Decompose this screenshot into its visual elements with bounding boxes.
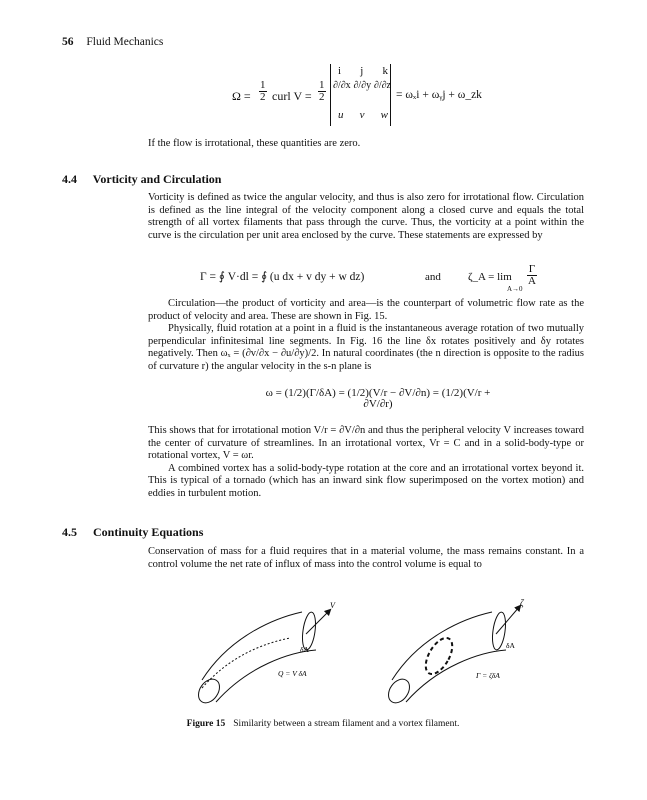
eq-half-fraction-2 (318, 80, 326, 103)
section-4-4-para-2-3 (148, 298, 584, 374)
para-circulation-product: Circulation—the product of vorticity and area—is the counterpart of volumetric flow rate as the product of velocity and area. These are shown in Fig. 15. (148, 298, 584, 322)
section-4-5-title: Continuity Equations (93, 525, 204, 539)
eq-half-den-2: 2 (319, 91, 325, 103)
equation-omega-curl (232, 64, 532, 126)
vortex-filament-near-end (384, 675, 414, 707)
eq-half-num: 1 (260, 79, 266, 91)
eq-gamma-over-a (527, 264, 537, 287)
determinant-row-1 (338, 66, 388, 77)
equation-angular-velocity (258, 388, 498, 414)
eq-half-num-2: 1 (319, 79, 325, 91)
eq-angular-velocity-text: ω = (1/2)(Γ/δA) = (1/2)(V/r − ∂V/∂n) = (1/2)(V/r + ∂V/∂r) (265, 387, 491, 410)
det-j: j (360, 65, 364, 77)
section-4-5-heading (62, 525, 203, 540)
section-4-5-number: 4.5 (62, 525, 77, 539)
det-i: i (338, 65, 342, 77)
det-v: v (359, 109, 365, 121)
caption-text: Similarity between a stream filament and a vortex filament. (233, 719, 460, 729)
det-k: k (382, 65, 388, 77)
stream-filament (194, 610, 330, 707)
label-delta-a-right: δA (506, 641, 515, 650)
eq-omega-rhs: = ωₓi + ωᵧj + ω_zk (396, 89, 482, 101)
irrotational-note (148, 138, 584, 151)
section-4-5-para-1 (148, 546, 584, 571)
para-conservation-of-mass: Conservation of mass for a fluid requires that in a material volume, the mass remains constant. In a control volume the net rate of influx of mass into the control volume is equal to (148, 546, 584, 570)
section-4-4-para-1 (148, 192, 584, 242)
label-q-eq: Q = V δA (278, 669, 307, 678)
vorticity-arrow (496, 606, 520, 634)
para-physical-rotation: Physically, fluid rotation at a point in a fluid is the instantaneous average rotation of two mutually perpendicular infinitesimal line segments. In Fig. 16 the line δx rotates positively and δy rotates negatively. Then ωₓ = (∂v/∂x − ∂u/∂y)/2. In natural coordinates (the n direction is opposite to the radius of curvature r) the angular velocity in the s-n plane is (148, 323, 584, 372)
label-gamma-eq: Γ = ζδA (476, 671, 500, 680)
para-irrotational-motion: This shows that for irrotational motion V/r = ∂V/∂n and thus the peripheral velocity V increases toward the center of curvature of streamlines. In an irrotational vortex, Vr = C and in a solid-body-type or rotational vortex, V = ωr. (148, 425, 584, 462)
stream-filament-near-end (194, 675, 224, 707)
eq-circulation-lhs: Γ = ∮ V·dl = ∮ (u dx + v dy + w dz) (200, 271, 365, 283)
eq-gamma-num: Γ (528, 263, 536, 275)
determinant-row-3 (338, 110, 388, 121)
label-v: V (330, 601, 335, 610)
eq-circulation-and: and (425, 271, 441, 283)
eq-a-den: A (528, 275, 536, 287)
det-d-dx: ∂/∂x (333, 80, 351, 91)
equation-circulation (200, 264, 540, 294)
velocity-arrow (306, 610, 330, 634)
label-delta-a-left: δA (300, 645, 309, 654)
section-4-4-number: 4.4 (62, 172, 77, 186)
para-combined-vortex: A combined vortex has a solid-body-type rotation at the core and an irrotational vortex beyond it. This is typical of a tornado (which has an inward sink flow superimposed on the vortex motion) and eddies in turbulent motion. (148, 462, 584, 499)
section-4-4-para-4-5 (148, 425, 584, 501)
determinant-row-2 (333, 81, 391, 91)
det-w: w (380, 109, 388, 121)
circulation-loop (420, 634, 457, 679)
eq-half-den: 2 (260, 91, 266, 103)
det-d-dy: ∂/∂y (353, 80, 372, 91)
determinant-left-bar (330, 64, 331, 126)
figure-15-illustration (180, 596, 560, 714)
vortex-filament (384, 606, 520, 707)
eq-omega-lhs: Ω = (232, 89, 251, 103)
running-head (62, 36, 163, 48)
eq-zeta-label: ζ_A = lim (468, 271, 512, 283)
eq-curl-text: curl V = (272, 89, 312, 103)
label-zeta: ζ (520, 598, 524, 608)
eq-limit-subscript: A→0 (507, 285, 523, 293)
det-u: u (338, 109, 344, 121)
caption-label: Figure 15 (186, 719, 226, 729)
irrotational-note-text: If the flow is irrotational, these quantities are zero. (148, 138, 361, 149)
eq-half-fraction (259, 80, 267, 103)
determinant-right-bar (390, 64, 391, 126)
section-4-4-title: Vorticity and Circulation (92, 172, 222, 186)
section-4-4-heading (62, 172, 221, 187)
para-vorticity-definition: Vorticity is defined as twice the angular velocity, and thus is also zero for irrotational flow. Circulation is defined as the line integral of the velocity component along a closed curve and equals the total strength of all vortex filaments that pass through the curve. Thus, the vorticity at a point within the curve is the circulation per unit area enclosed by the curve. These statements are expressed by (148, 192, 584, 241)
book-title: Fluid Mechanics (86, 36, 164, 48)
page-number: 56 (62, 36, 74, 48)
det-d-dz: ∂/∂z (373, 80, 391, 91)
figure-15-caption (62, 719, 584, 729)
